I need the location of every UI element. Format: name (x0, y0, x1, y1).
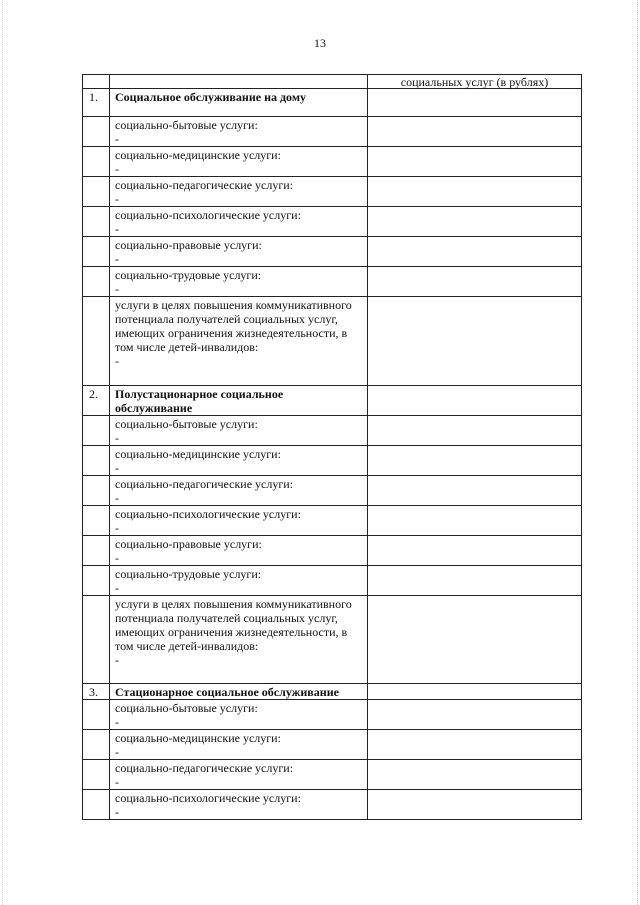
service-dash: - (115, 192, 119, 206)
service-label: социально-психологические услуги: (115, 507, 301, 521)
service-dash: - (115, 521, 119, 535)
value-cell (368, 476, 582, 506)
service-label-cell (110, 566, 368, 596)
service-dash: - (115, 282, 119, 296)
number-cell (83, 416, 110, 446)
service-label-cell (110, 177, 368, 207)
service-label: услуги в целях повышения коммуникативного потенциала получателей социальных услуг, имеющих ограничения жизнедеятельности, в том числе детей-инвалидов: (115, 597, 352, 653)
number-cell (83, 297, 110, 386)
service-label: социально-педагогические услуги: (115, 477, 294, 491)
value-cell (368, 506, 582, 536)
service-dash: - (115, 491, 119, 505)
service-label-cell (110, 536, 368, 566)
service-label: социально-бытовые услуги: (115, 118, 258, 132)
value-cell (368, 267, 582, 297)
service-label: социально-трудовые услуги: (115, 268, 262, 282)
service-row (83, 207, 582, 237)
service-label: социально-педагогические услуги: (115, 178, 294, 192)
service-label: социально-медицинские услуги: (115, 447, 281, 461)
value-cell (368, 117, 582, 147)
service-label-cell (110, 147, 368, 177)
service-row (83, 700, 582, 730)
service-label: социально-бытовые услуги: (115, 417, 258, 431)
service-label: социально-правовые услуги: (115, 238, 262, 252)
section-title: Социальное обслуживание на дому (110, 89, 368, 117)
service-label: социально-бытовые услуги: (115, 701, 258, 715)
service-label: социально-трудовые услуги: (115, 567, 262, 581)
value-cell (368, 730, 582, 760)
service-dash: - (115, 775, 119, 789)
section-title: Стационарное социальное обслуживание (110, 684, 368, 700)
service-dash: - (115, 461, 119, 475)
value-cell (368, 536, 582, 566)
number-cell (83, 446, 110, 476)
service-label-cell (110, 730, 368, 760)
service-dash: - (115, 252, 119, 266)
header-name-cell (110, 75, 368, 89)
header-number-cell (83, 75, 110, 89)
number-cell (83, 267, 110, 297)
services-table (82, 74, 582, 820)
service-label-cell (110, 207, 368, 237)
number-cell (83, 147, 110, 177)
service-label: социально-медицинские услуги: (115, 731, 281, 745)
header-value-caption: социальных услуг (в рублях) (368, 75, 582, 89)
service-row (83, 237, 582, 267)
service-label-cell (110, 297, 368, 386)
number-cell (83, 730, 110, 760)
number-cell (83, 536, 110, 566)
service-dash: - (115, 162, 119, 176)
service-dash: - (115, 132, 119, 146)
section-title: Полустационарное социальное обслуживание (110, 386, 368, 416)
value-cell (368, 89, 582, 117)
service-row (83, 267, 582, 297)
service-row (83, 476, 582, 506)
service-dash: - (115, 745, 119, 759)
service-label-cell (110, 416, 368, 446)
number-cell (83, 506, 110, 536)
service-label: социально-правовые услуги: (115, 537, 262, 551)
value-cell (368, 177, 582, 207)
service-row (83, 730, 582, 760)
value-cell (368, 596, 582, 684)
service-dash: - (115, 715, 119, 729)
service-label-cell (110, 506, 368, 536)
section-row (83, 386, 582, 416)
service-row (83, 297, 582, 386)
service-label: социально-медицинские услуги: (115, 148, 281, 162)
service-label: социально-педагогические услуги: (115, 761, 294, 775)
service-row (83, 566, 582, 596)
number-cell (83, 566, 110, 596)
service-row (83, 596, 582, 684)
service-row (83, 446, 582, 476)
scan-edge-right (636, 0, 638, 905)
service-row (83, 506, 582, 536)
number-cell (83, 596, 110, 684)
value-cell (368, 207, 582, 237)
service-row (83, 147, 582, 177)
service-label-cell (110, 237, 368, 267)
section-number: 1. (83, 89, 110, 117)
service-row (83, 177, 582, 207)
service-label-cell (110, 790, 368, 820)
value-cell (368, 386, 582, 416)
value-cell (368, 147, 582, 177)
number-cell (83, 760, 110, 790)
service-label-cell (110, 446, 368, 476)
service-row (83, 790, 582, 820)
number-cell (83, 117, 110, 147)
number-cell (83, 476, 110, 506)
number-cell (83, 700, 110, 730)
value-cell (368, 237, 582, 267)
value-cell (368, 790, 582, 820)
service-row (83, 117, 582, 147)
service-row (83, 416, 582, 446)
section-number: 3. (83, 684, 110, 700)
service-label-cell (110, 117, 368, 147)
number-cell (83, 790, 110, 820)
service-row (83, 536, 582, 566)
service-dash: - (115, 354, 119, 368)
service-dash: - (115, 581, 119, 595)
number-cell (83, 177, 110, 207)
service-label-cell (110, 700, 368, 730)
section-row (83, 684, 582, 700)
value-cell (368, 760, 582, 790)
service-label-cell (110, 596, 368, 684)
section-row (83, 89, 582, 117)
service-dash: - (115, 653, 119, 667)
service-dash: - (115, 431, 119, 445)
table-header-row (83, 75, 582, 89)
scan-edge-left (2, 0, 4, 905)
service-label-cell (110, 267, 368, 297)
value-cell (368, 446, 582, 476)
number-cell (83, 237, 110, 267)
value-cell (368, 566, 582, 596)
service-label: услуги в целях повышения коммуникативного потенциала получателей социальных услуг, имеющих ограничения жизнедеятельности, в том числе детей-инвалидов: (115, 298, 352, 354)
section-number: 2. (83, 386, 110, 416)
service-label: социально-психологические услуги: (115, 208, 301, 222)
page-number: 13 (314, 36, 326, 50)
service-label-cell (110, 760, 368, 790)
service-label: социально-психологические услуги: (115, 791, 301, 805)
service-label-cell (110, 476, 368, 506)
service-dash: - (115, 551, 119, 565)
number-cell (83, 207, 110, 237)
value-cell (368, 684, 582, 700)
value-cell (368, 700, 582, 730)
value-cell (368, 297, 582, 386)
service-dash: - (115, 222, 119, 236)
service-dash: - (115, 805, 119, 819)
value-cell (368, 416, 582, 446)
service-row (83, 760, 582, 790)
